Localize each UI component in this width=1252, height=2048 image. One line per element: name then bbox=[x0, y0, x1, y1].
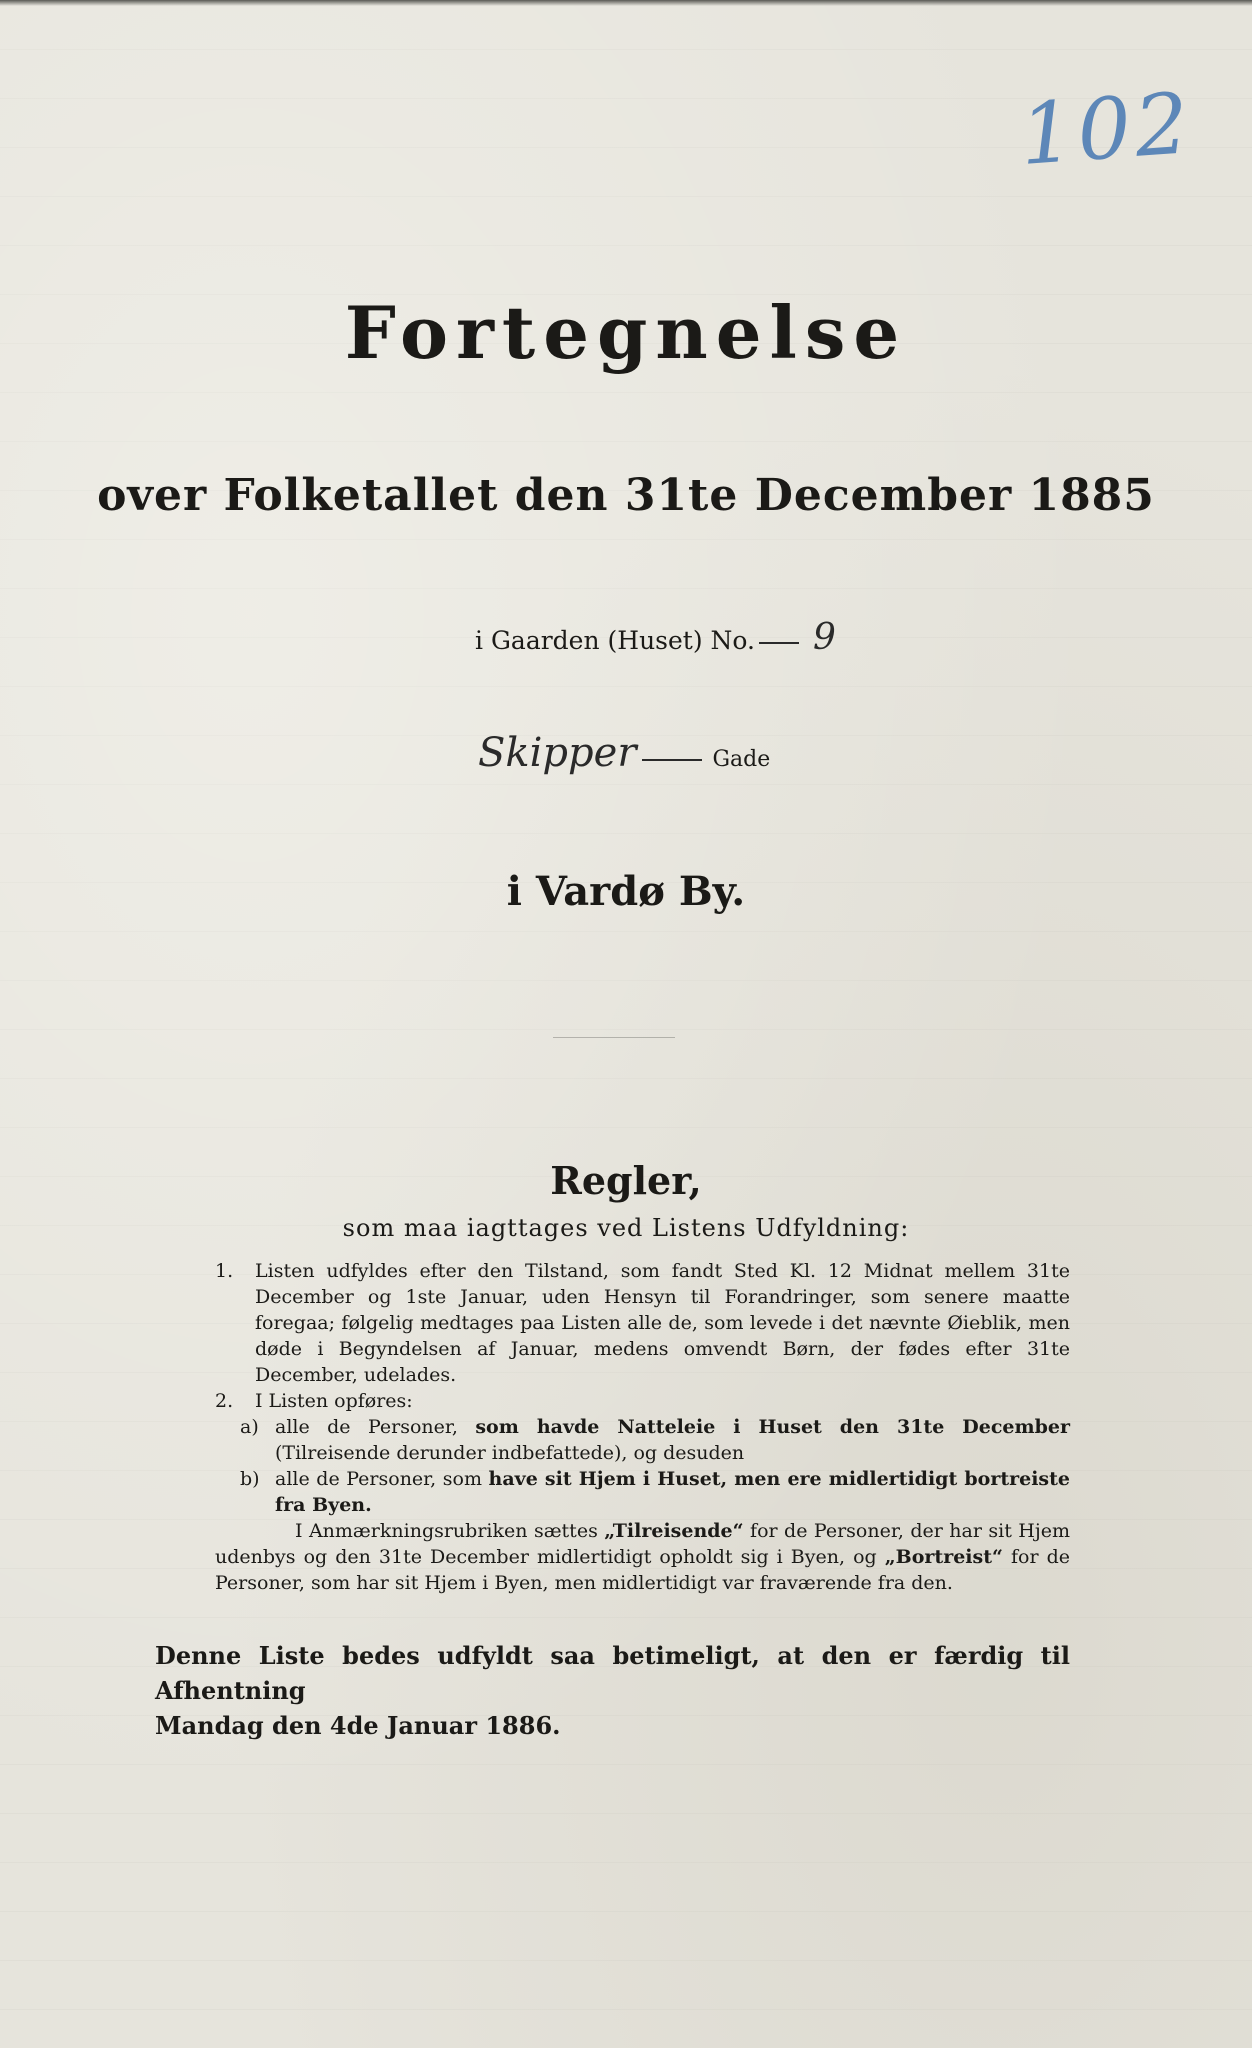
rule-text: Listen udfyldes efter den Tilstand, som fandt Sted Kl. 12 Midnat mellem 31te December og 1ste Januar, uden Hensyn til Forandringer, som senere maatte foregaa; følgelig medtages paa Listen alle de, som levede i det nævnte Øieblik, men døde i Begyndelsen af Januar, medens omvendt Børn, der fødes efter 31te December, udelades. bbox=[255, 1260, 1070, 1386]
rule-number: 1. bbox=[215, 1260, 234, 1282]
rule-2 bbox=[215, 1388, 1070, 1414]
rule-2b-pre: alle de Personer, som bbox=[275, 1468, 482, 1490]
rule-intro: I Listen opføres: bbox=[255, 1390, 413, 1412]
page-top-edge bbox=[0, 0, 1252, 6]
note-tilreisende: „Tilreisende“ bbox=[604, 1520, 744, 1542]
note-bortreist: „Bortreist“ bbox=[884, 1546, 1003, 1568]
house-label: i Gaarden (Huset) No. bbox=[475, 626, 755, 655]
rules-title: Regler, bbox=[550, 1158, 702, 1203]
closing-line-1: Denne Liste bedes udfyldt saa betimeligt, at den er færdig til Afhentning bbox=[155, 1641, 1070, 1705]
street-label: Gade bbox=[712, 747, 771, 772]
closing-notice bbox=[155, 1638, 1070, 1743]
rule-1 bbox=[215, 1258, 1070, 1388]
rules-list bbox=[215, 1258, 1070, 1596]
note-part-1: I Anmærkningsrubriken sættes bbox=[295, 1520, 598, 1542]
rule-2a bbox=[215, 1414, 1070, 1466]
street-line bbox=[478, 730, 770, 776]
street-fill-line bbox=[642, 759, 702, 761]
house-number: 9 bbox=[812, 617, 836, 658]
sub-item-letter: b) bbox=[240, 1468, 260, 1490]
page-subtitle: over Folketallet den 31te December 1885 bbox=[97, 470, 1155, 521]
rule-2a-emphasis: som havde Natteleie i Huset den 31te December bbox=[475, 1416, 1070, 1438]
fill-dash bbox=[759, 642, 799, 644]
rule-2a-pre: alle de Personer, bbox=[275, 1416, 458, 1438]
town-heading: i Vardø By. bbox=[506, 868, 746, 915]
house-number-line bbox=[475, 617, 836, 658]
remarks-note bbox=[215, 1518, 1070, 1596]
street-name: Skipper bbox=[478, 730, 637, 776]
folio-number: 102 bbox=[1016, 74, 1196, 184]
note-part-2: for de Personer, der har sit Hjem udenbys og den 31te December midlertidigt opholdt sig i Byen, og bbox=[215, 1520, 1071, 1568]
section-divider bbox=[553, 1037, 675, 1038]
sub-item-letter: a) bbox=[240, 1416, 259, 1438]
note-part-3: for de Personer, som har sit Hjem i Byen, men midlertidigt var fraværende fra den. bbox=[215, 1546, 1070, 1594]
rule-number: 2. bbox=[215, 1390, 234, 1412]
rule-2a-post: (Tilreisende derunder indbefattede), og desuden bbox=[275, 1442, 745, 1464]
rules-subtitle: som maa iagttages ved Listens Udfyldning: bbox=[342, 1214, 910, 1242]
rule-2b-emphasis: have sit Hjem i Huset, men ere midlertidigt bortreiste fra Byen. bbox=[275, 1468, 1070, 1516]
closing-line-2: Mandag den 4de Januar 1886. bbox=[155, 1711, 561, 1740]
rule-2b bbox=[215, 1466, 1070, 1518]
page-title: Fortegnelse bbox=[344, 290, 908, 375]
